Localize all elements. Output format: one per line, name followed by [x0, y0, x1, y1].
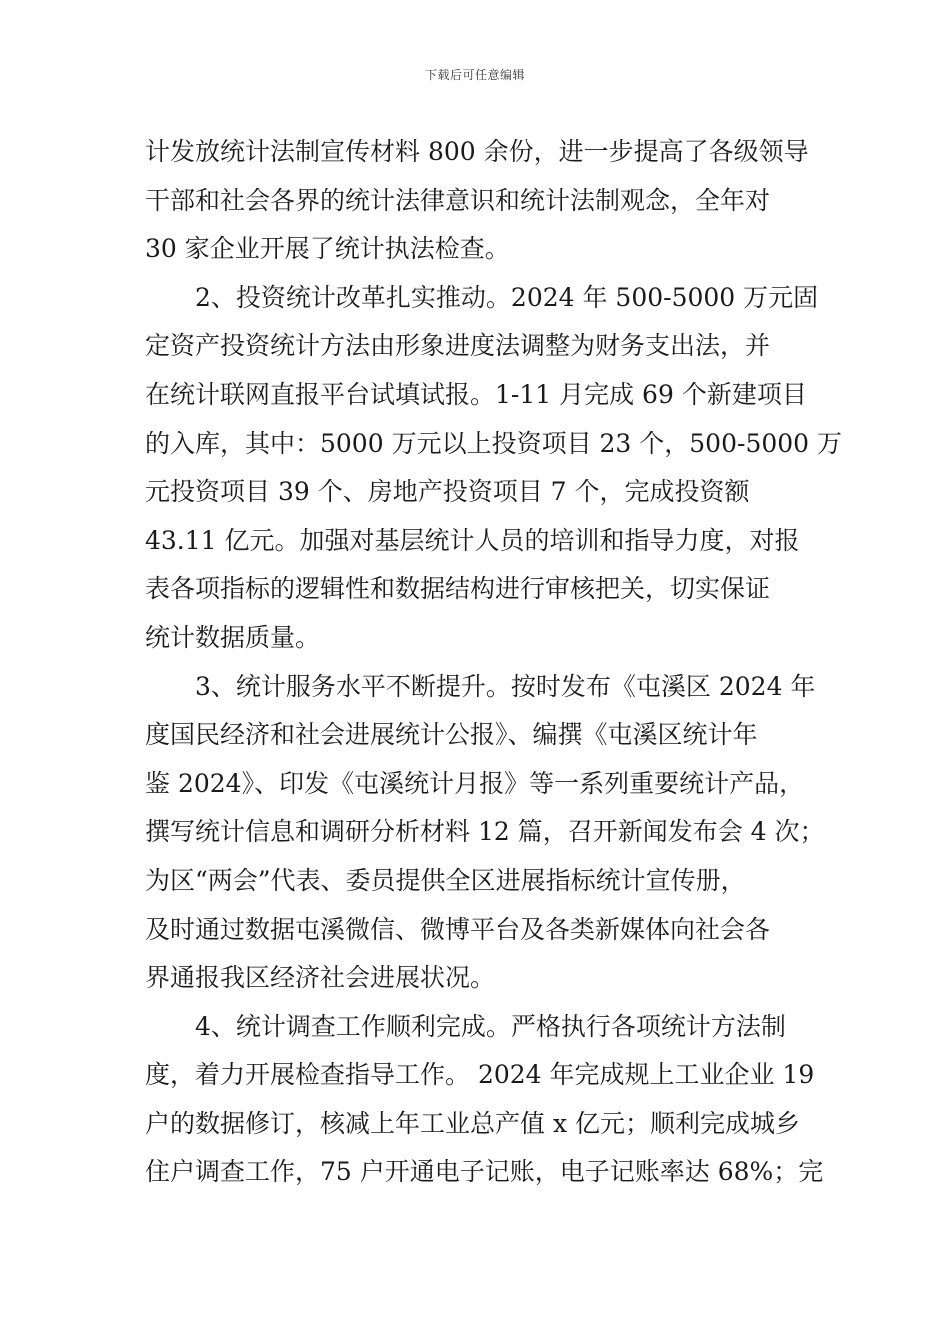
- paragraph-line: 界通报我区经济社会进展状况。: [145, 963, 496, 993]
- paragraph-line: 2、投资统计改革扎实推动。2024 年 500-5000 万元固: [195, 282, 819, 312]
- paragraph-line: 度，着力开展检查指导工作。 2024 年完成规上工业企业 19: [145, 1060, 815, 1090]
- paragraph: [145, 128, 815, 274]
- paragraph-line: 30 家企业开展了统计执法检查。: [145, 234, 510, 264]
- paragraph-line: 表各项指标的逻辑性和数据结构进行审核把关，切实保证: [145, 574, 771, 604]
- paragraph-line: 43.11 亿元。加强对基层统计人员的培训和指导力度，对报: [145, 525, 800, 555]
- paragraph-line: 的入库，其中：5000 万元以上投资项目 23 个，500-5000 万: [145, 428, 843, 458]
- paragraph: [145, 1003, 824, 1197]
- paragraph-line: 住户调查工作，75 户开通电子记账，电子记账率达 68%；完: [145, 1157, 824, 1187]
- paragraph-line: 统计数据质量。: [145, 622, 321, 652]
- paragraph-line: 在统计联网直报平台试填试报。1-11 月完成 69 个新建项目: [145, 379, 807, 409]
- header-note: 下载后可任意编辑: [424, 68, 525, 82]
- paragraph-line: 撰写统计信息和调研分析材料 12 篇，召开新闻发布会 4 次；: [145, 817, 825, 847]
- paragraph-line: 干部和社会各界的统计法律意识和统计法制观念，全年对: [145, 185, 771, 215]
- paragraph-line: 计发放统计法制宣传材料 800 余份，进一步提高了各级领导: [145, 137, 809, 166]
- paragraph-line: 为区“两会”代表、委员提供全区进展指标统计宣传册，: [145, 865, 746, 895]
- paragraph-line: 定资产投资统计方法由形象进度法调整为财务支出法，并: [145, 331, 771, 361]
- paragraph-line: 3、统计服务水平不断提升。按时发布《屯溪区 2024 年: [195, 671, 816, 701]
- paragraph-line: 户的数据修订，核减上年工业总产值 x 亿元；顺利完成城乡: [145, 1108, 800, 1138]
- document-body: [145, 128, 843, 1197]
- paragraph-line: 4、统计调查工作顺利完成。严格执行各项统计方法制: [195, 1011, 786, 1041]
- paragraph-line: 元投资项目 39 个、房地产投资项目 7 个，完成投资额: [145, 477, 750, 507]
- paragraph-line: 鉴 2024》、印发《屯溪统计月报》等一系列重要统计产品，: [145, 768, 805, 798]
- paragraph: [145, 663, 825, 1003]
- paragraph: [145, 274, 843, 663]
- paragraph-line: 度国民经济和社会进展统计公报》、编撰《屯溪区统计年: [145, 720, 758, 750]
- paragraph-line: 及时通过数据屯溪微信、微博平台及各类新媒体向社会各: [145, 914, 771, 944]
